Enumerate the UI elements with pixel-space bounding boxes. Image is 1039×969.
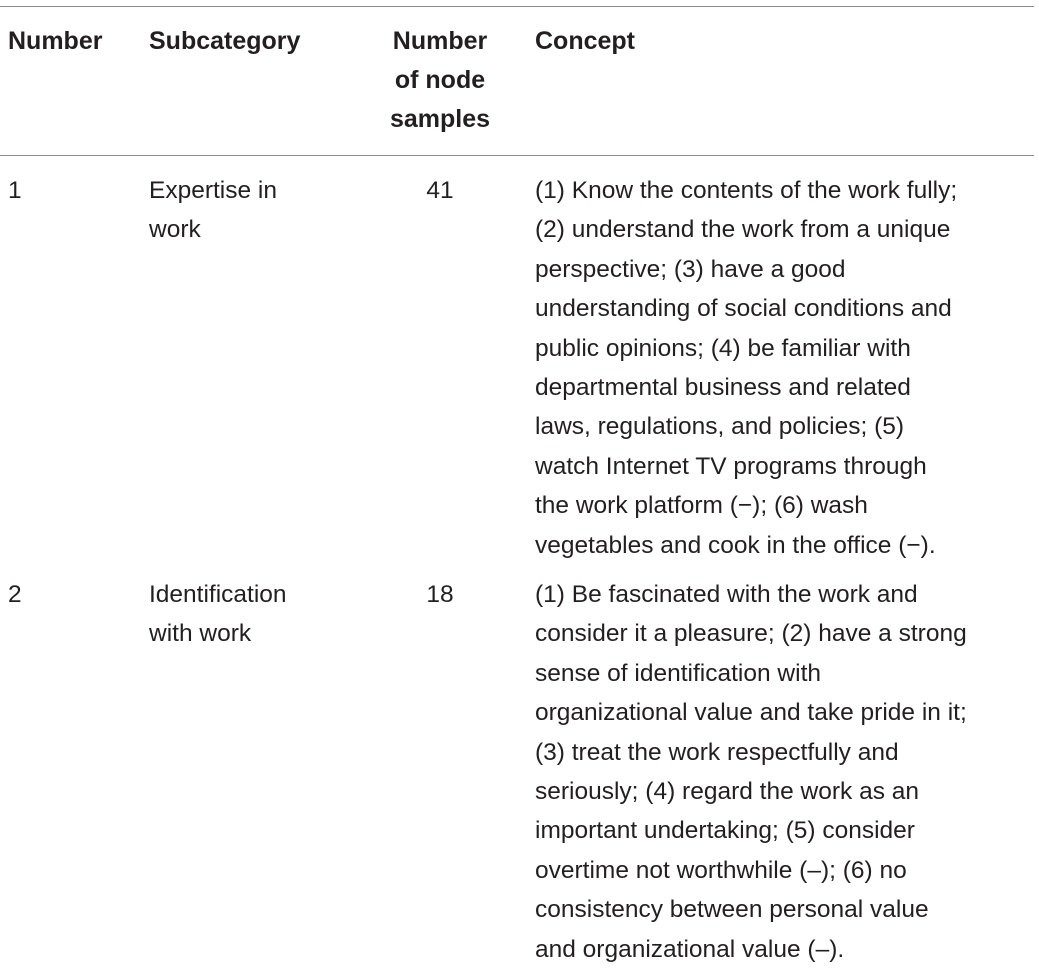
row-1-number: 1 (8, 177, 22, 204)
concept-line: public opinions; (4) be familiar with (535, 334, 911, 362)
row-2-number: 2 (8, 581, 22, 608)
concept-line: (1) Know the contents of the work fully; (535, 177, 958, 204)
header-concept: Concept (535, 27, 635, 55)
subcategory-line: with work (149, 620, 252, 648)
concept-line: and organizational value (–). (535, 935, 845, 963)
concept-line: understanding of social conditions and (535, 295, 952, 323)
header-divider-rule (0, 155, 1034, 156)
concept-line: perspective; (3) have a good (535, 255, 846, 283)
concept-line: (1) Be fascinated with the work and (535, 581, 918, 608)
concept-line: overtime not worthwhile (–); (6) no (535, 856, 907, 884)
concept-line: consider it a pleasure; (2) have a strong (535, 620, 967, 648)
concept-line: consistency between personal value (535, 896, 929, 924)
row-1-node-samples: 41 (426, 177, 454, 204)
concept-line: laws, regulations, and policies; (5) (535, 413, 905, 441)
concept-line: seriously; (4) regard the work as an (535, 778, 919, 806)
row-2-concept (535, 575, 967, 969)
subcategory-line: Expertise in (149, 177, 278, 204)
concept-line: (3) treat the work respectfully and (535, 738, 899, 766)
concept-line: important undertaking; (5) consider (535, 817, 915, 845)
subcategory-line: Identification (149, 581, 287, 608)
header-node-samples-line: of node (394, 66, 486, 94)
concept-line: organizational value and take pride in it; (535, 699, 967, 727)
row-2-node-samples: 18 (426, 581, 454, 608)
header-node-samples-line: Number (392, 27, 488, 55)
row-1-concept (535, 171, 957, 565)
header-number: Number (8, 27, 103, 55)
concept-line: vegetables and cook in the office (−). (535, 531, 936, 559)
header-node-samples (360, 22, 520, 139)
concept-line: watch Internet TV programs through (535, 452, 927, 480)
header-node-samples-line: samples (389, 105, 491, 133)
concept-line: departmental business and related (535, 374, 911, 402)
concept-line: sense of identification with (535, 659, 821, 687)
concept-line: (2) understand the work from a unique (535, 216, 951, 244)
subcategory-line: work (149, 216, 201, 244)
row-2-subcategory (149, 575, 287, 654)
concept-line: the work platform (−); (6) wash (535, 492, 868, 520)
table-top-rule (0, 6, 1034, 7)
row-1-subcategory (149, 171, 277, 250)
header-subcategory: Subcategory (149, 27, 301, 55)
